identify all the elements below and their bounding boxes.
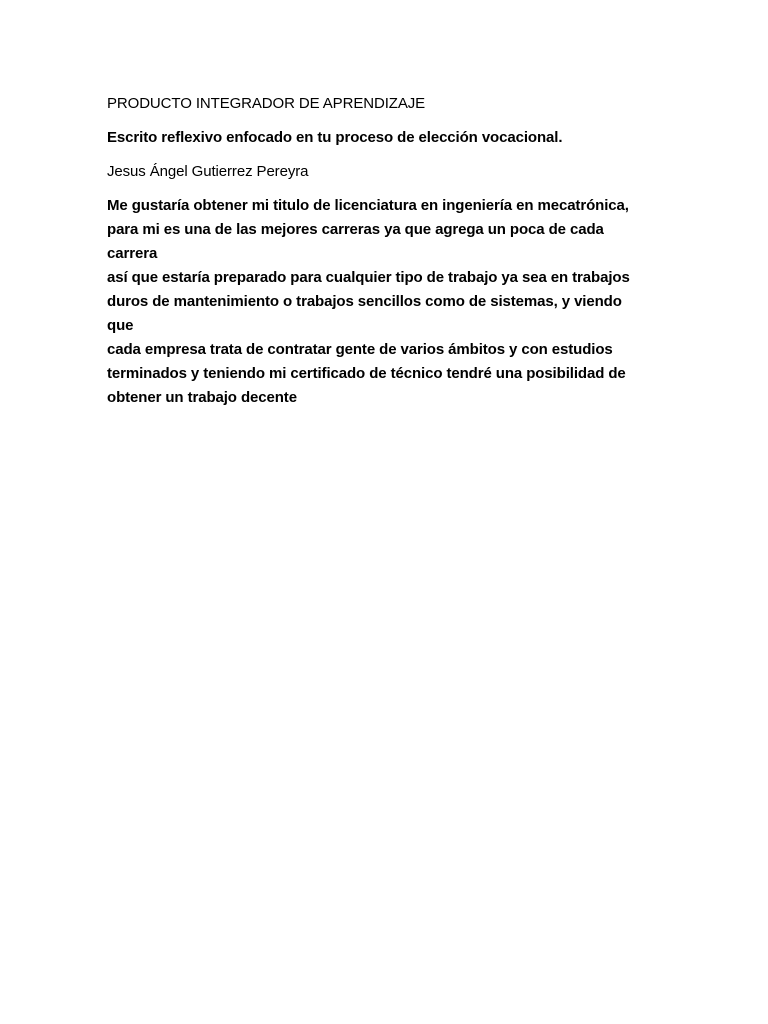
document-heading: PRODUCTO INTEGRADOR DE APRENDIZAJE — [107, 95, 426, 112]
body-paragraph: Me gustaría obtener mi titulo de licenciatura en ingeniería en mecatrónica, para mi es una de las mejores carreras ya que agrega un poca de cada carrera así que estaría preparado para cualquier tipo de trabajo ya sea en trabajos duros de mantenimiento o trabajos sencillos como de sistemas, y viendo que cada empresa trata de contratar gente de varios ámbitos y con estudios terminados y teniendo mi certificado de técnico tendré una posibilidad de obtener un trabajo decente — [107, 197, 630, 406]
document-subtitle: Escrito reflexivo enfocado en tu proceso de elección vocacional. — [107, 129, 563, 146]
document-author: Jesus Ángel Gutierrez Pereyra — [107, 163, 309, 180]
